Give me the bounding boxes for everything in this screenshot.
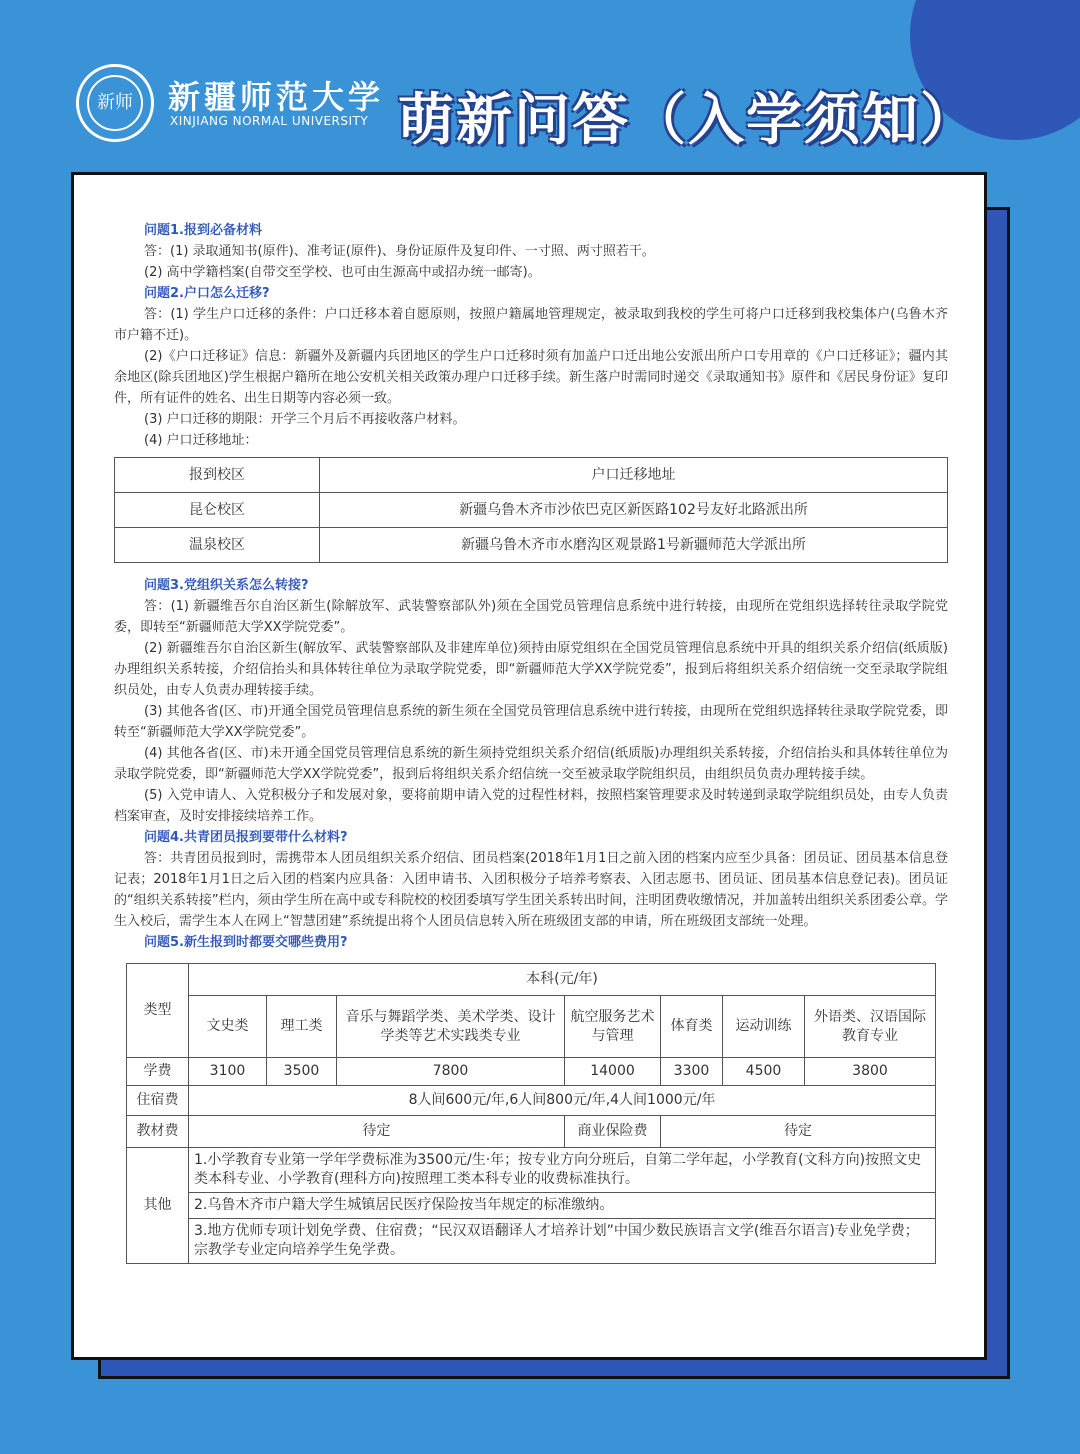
table-cell: 新疆乌鲁木齐市沙依巴克区新医路102号友好北路派出所: [320, 493, 948, 528]
textbook-fee-cell: 待定: [189, 1116, 565, 1148]
tuition-cell: 4500: [723, 1058, 805, 1086]
paragraph: (2) 高中学籍档案(自带交至学校、也可由生源高中或招办统一邮寄)。: [144, 265, 541, 280]
tuition-cell: 3800: [805, 1058, 936, 1086]
school-name-cn: 新疆师范大学: [168, 78, 385, 116]
content-body: [114, 220, 948, 1264]
category-cell: 运动训练: [723, 996, 805, 1058]
table-cell: 温泉校区: [115, 528, 320, 563]
paragraph: 答：共青团员报到时，需携带本人团员组织关系介绍信、团员档案(2018年1月1日之前入团的档案内应至少具备：团员证、团员基本信息登记表；2018年1月1日之后入团的档案内应具备：入团申请书、入团积极分子培养考察表、入团志愿书、团员证、团员基本信息登记表)。团员证的“组织关系转接”栏内，须由学生所在高中或专科院校的校团委填写学生团关系转出时间，注明团费收缴情况，并加盖转出组织关系团委公章。学生入校后，需学生本人在网上“智慧团建”系统提出将个人团员信息转入所在班级团支部的申请，所在班级团支部统一处理。: [114, 851, 948, 929]
table-row: [127, 964, 936, 996]
row-label-cell: 教材费: [127, 1116, 189, 1148]
table-cell: 昆仑校区: [115, 493, 320, 528]
paragraph: 答：(1) 新疆维吾尔自治区新生(除解放军、武装警察部队外)须在全国党员管理信息系统中进行转接，由现所在党组织选择转往录取学院党委，即转至“新疆师范大学XX学院党委”。: [114, 599, 948, 635]
category-cell: 航空服务艺术与管理: [565, 996, 661, 1058]
row-label-cell: 住宿费: [127, 1086, 189, 1116]
other-note-cell: 3.地方优师专项计划免学费、住宿费；“民汉双语翻译人才培养计划”中国少数民族语言文学(维吾尔语言)专业免学费；宗教学专业定向培养学生免学费。: [189, 1219, 936, 1264]
page-title: 萌新问答（入学须知）: [398, 88, 978, 153]
row-label-cell: 其他: [127, 1148, 189, 1264]
paragraph: (5) 入党申请人、入党积极分子和发展对象，要将前期申请入党的过程性材料，按照档案管理要求及时转递到录取学院组织员处，由专人负责档案审查，及时安排接续培养工作。: [114, 788, 948, 824]
tuition-cell: 14000: [565, 1058, 661, 1086]
paragraph: (3) 其他各省(区、市)开通全国党员管理信息系统的新生须在全国党员管理信息系统中进行转接，由现所在党组织选择转往录取学院党委，即转至“新疆师范大学XX学院党委”。: [114, 704, 948, 740]
paragraph: (2) 新疆维吾尔自治区新生(解放军、武装警察部队及非建库单位)须持由原党组织在全国党员管理信息系统中开具的组织关系介绍信(纸质版)办理组织关系转接，介绍信抬头和具体转往单位为录取学院党委，即“新疆师范大学XX学院党委”，报到后将组织关系介绍信统一交至录取学院组织员处，由专人负责办理转接手续。: [114, 641, 948, 698]
type-header-cell: 类型: [127, 964, 189, 1058]
row-label-cell: 学费: [127, 1058, 189, 1086]
table-row: [127, 1086, 936, 1116]
fee-table-wrapper: [126, 963, 936, 1264]
table-row: [127, 1116, 936, 1148]
paragraph: 答：(1) 录取通知书(原件)、准考证(原件)、身份证原件及复印件、一寸照、两寸照若干。: [144, 244, 655, 259]
school-name-en: XINJIANG NORMAL UNIVERSITY: [170, 114, 369, 128]
other-note-cell: 2.乌鲁木齐市户籍大学生城镇居民医疗保险按当年规定的标准缴纳。: [189, 1193, 936, 1219]
category-cell: 外语类、汉语国际教育专业: [805, 996, 936, 1058]
group-header-cell: 本科(元/年): [189, 964, 936, 996]
category-cell: 理工类: [267, 996, 337, 1058]
table-header-cell: 报到校区: [115, 458, 320, 493]
category-cell: 文史类: [189, 996, 267, 1058]
table-row: [115, 528, 948, 563]
question-1-title: 问题1.报到必备材料: [144, 223, 262, 238]
paragraph: (3) 户口迁移的期限：开学三个月后不再接收落户材料。: [144, 412, 466, 427]
table-row: [115, 493, 948, 528]
table-row: [127, 1148, 936, 1193]
tuition-cell: 3100: [189, 1058, 267, 1086]
content-card: [71, 172, 987, 1360]
category-cell: 体育类: [661, 996, 723, 1058]
other-note-cell: 1.小学教育专业第一学年学费标准为3500元/生·年；按专业方向分班后，自第二学年起，小学教育(文科方向)按照文史类本科专业、小学教育(理科方向)按照理工类本科专业的收费标准执行。: [189, 1148, 936, 1193]
table-header-row: [115, 458, 948, 493]
table-header-cell: 户口迁移地址: [320, 458, 948, 493]
category-cell: 音乐与舞蹈学类、美术学类、设计学类等艺术实践类专业: [337, 996, 565, 1058]
paragraph: (4) 户口迁移地址：: [144, 433, 258, 448]
question-4-title: 问题4.共青团员报到要带什么材料?: [144, 830, 348, 845]
table-row: [127, 1219, 936, 1264]
question-2-title: 问题2.户口怎么迁移?: [144, 286, 270, 301]
paragraph: (4) 其他各省(区、市)未开通全国党员管理信息系统的新生须持党组织关系介绍信(纸质版)办理组织关系转接，介绍信抬头和具体转往单位为录取学院党委，即“新疆师范大学XX学院党委”，报到后将组织关系介绍信统一交至被录取学院组织员，由组织员负责办理转接手续。: [114, 746, 948, 782]
logo-text: 新师: [87, 75, 143, 131]
question-3-title: 问题3.党组织关系怎么转接?: [144, 578, 309, 593]
tuition-cell: 3500: [267, 1058, 337, 1086]
fee-table: [126, 963, 936, 1264]
question-5-title: 问题5.新生报到时都要交哪些费用?: [144, 935, 348, 950]
tuition-cell: 7800: [337, 1058, 565, 1086]
insurance-label-cell: 商业保险费: [565, 1116, 661, 1148]
table-row: [127, 996, 936, 1058]
dorm-fee-cell: 8人间600元/年,6人间800元/年,4人间1000元/年: [189, 1086, 936, 1116]
table-row: [127, 1058, 936, 1086]
paragraph: 答：(1) 学生户口迁移的条件：户口迁移本着自愿原则，按照户籍属地管理规定，被录取到我校的学生可将户口迁移到我校集体户(乌鲁木齐市户籍不迁)。: [114, 307, 948, 343]
address-table: [114, 457, 948, 563]
paragraph: (2)《户口迁移证》信息：新疆外及新疆内兵团地区的学生户口迁移时须有加盖户口迁出地公安派出所户口专用章的《户口迁移证》；疆内其余地区(除兵团地区)学生根据户籍所在地公安机关相关政策办理户口迁移手续。新生落户时需同时递交《录取通知书》原件和《居民身份证》复印件，所有证件的姓名、出生日期等内容必须一致。: [114, 349, 948, 406]
tuition-cell: 3300: [661, 1058, 723, 1086]
insurance-fee-cell: 待定: [661, 1116, 936, 1148]
table-cell: 新疆乌鲁木齐市水磨沟区观景路1号新疆师范大学派出所: [320, 528, 948, 563]
table-row: [127, 1193, 936, 1219]
university-logo: [76, 64, 154, 142]
